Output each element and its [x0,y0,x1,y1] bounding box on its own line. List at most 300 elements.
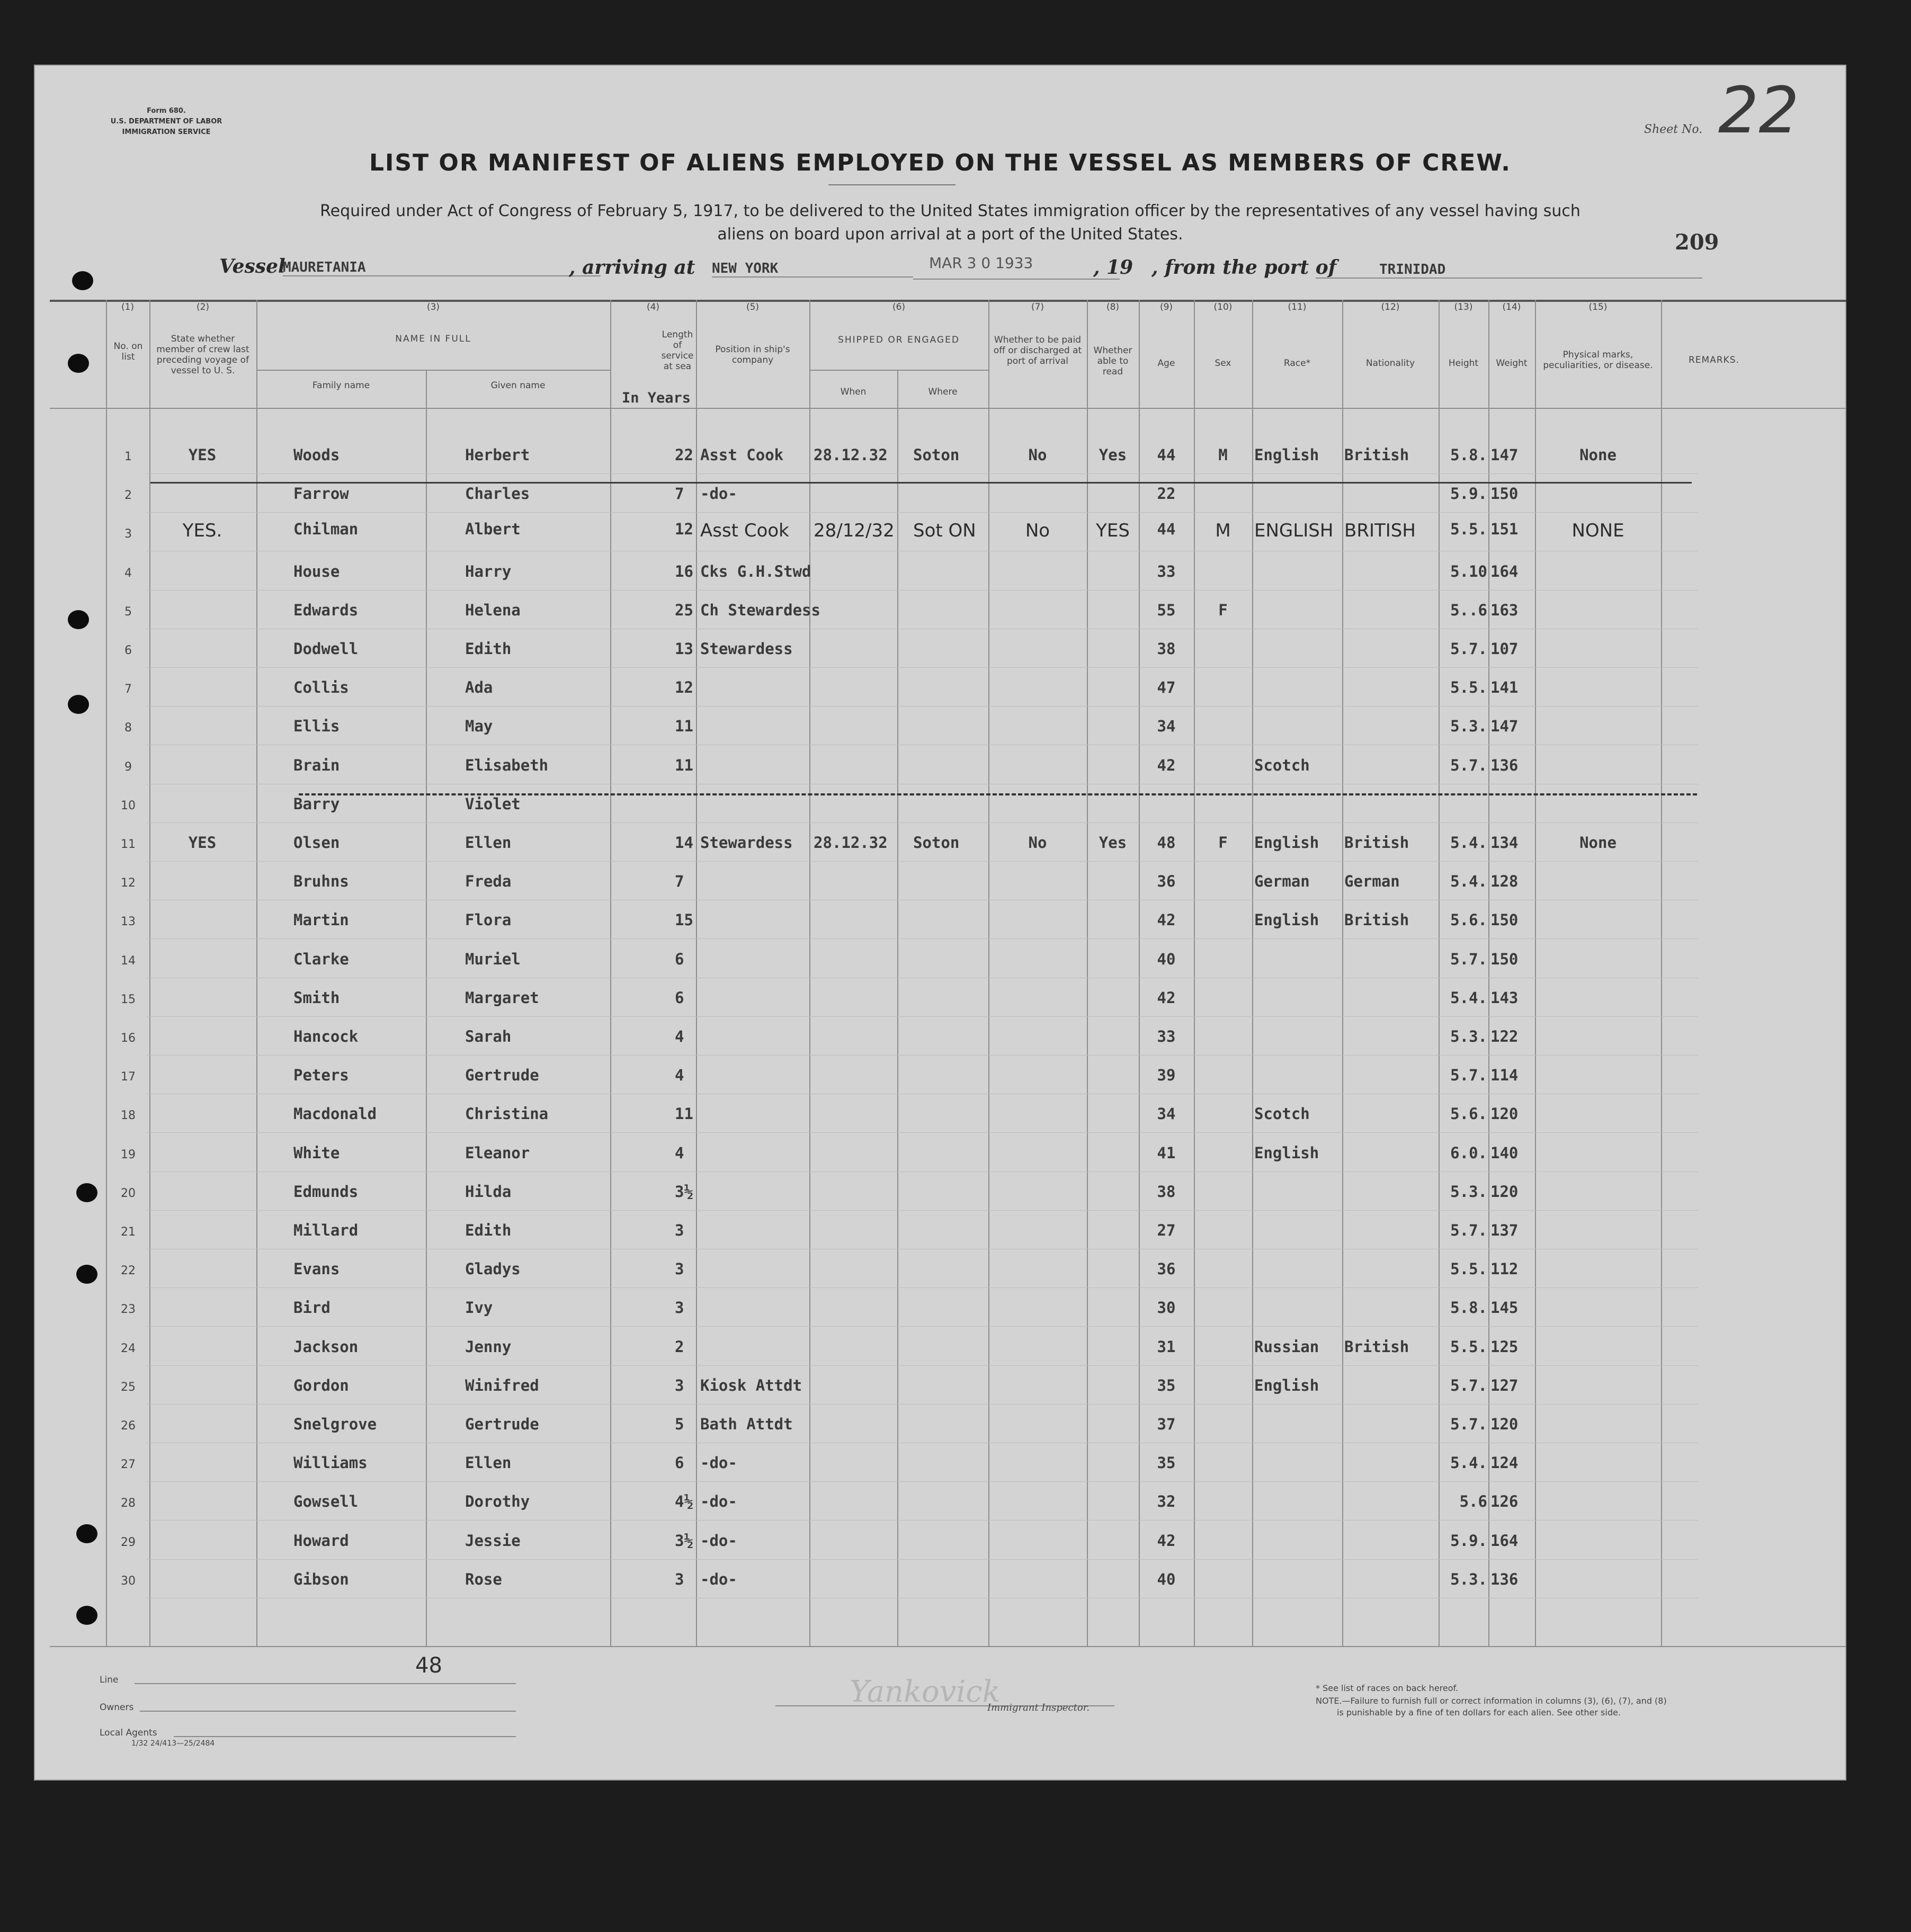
row-number: 25 [121,1380,136,1394]
column-header-name: NAME IN FULL [395,334,471,344]
cell-weight: 120 [1490,1415,1519,1433]
cell-position: Kiosk Attdt [700,1376,802,1394]
row-number: 10 [121,799,136,812]
column-header-position: Position in ship's company [715,344,790,365]
col-rule [1535,300,1536,1646]
col-rule [1488,300,1489,1646]
cell-given: Gertrude [465,1066,539,1085]
cell-service: 3 [675,1221,684,1239]
page-number: 209 [1675,230,1719,255]
column-header-height: Height [1448,358,1479,369]
cell-when: 28.12.32 [814,834,888,852]
cell-weight: 126 [1490,1492,1519,1511]
row-10-strikethrough [299,793,1697,795]
cell-weight: 136 [1490,1570,1519,1588]
cell-family: Chilman [293,520,359,539]
cell-sex: M [1215,520,1231,542]
row-2-strikethrough [150,482,1692,484]
page-title: LIST OR MANIFEST OF ALIENS EMPLOYED ON THE VESSEL AS MEMBERS OF CREW. [369,149,1511,176]
cell-given: Margaret [465,988,539,1007]
row-rule [146,861,1698,862]
cell-family: Edmunds [293,1182,359,1201]
row-rule [146,1287,1698,1288]
cell-weight: 141 [1490,678,1519,697]
column-number: (15) [1588,302,1608,312]
cell-paid: No [1025,520,1050,542]
column-number: (1) [121,302,135,312]
column-header-nationality: Nationality [1365,358,1415,369]
cell-given: Sarah [465,1027,512,1045]
subtitle [193,200,1708,246]
cell-position: -do- [700,1531,737,1550]
cell-height: 5.3. [1450,1182,1487,1201]
cell-age: 32 [1157,1492,1176,1511]
cell-family: Bird [293,1299,331,1317]
cell-marks: None [1579,446,1617,464]
cell-family: Collis [293,678,349,697]
print-code: 1/32 24/413—25/2484 [131,1739,215,1748]
cell-given: Albert [465,520,521,539]
cell-family: Farrow [293,485,349,503]
row-rule [146,512,1698,513]
cell-service: 13 [675,640,693,658]
cell-family: Snelgrove [293,1415,377,1433]
cell-age: 33 [1157,562,1176,580]
cell-nationality: BRITISH [1344,520,1416,542]
cell-weight: 112 [1490,1260,1519,1278]
cell-family: Barry [293,794,340,813]
cell-age: 34 [1157,717,1176,736]
cell-service: 3½ [675,1182,693,1201]
column-number: (9) [1159,302,1173,312]
column-header-family-name: Family name [312,380,370,391]
cell-where: Sot ON [913,520,976,542]
date-stamp: MAR 3 0 1933 [929,254,1033,272]
cell-age: 47 [1157,678,1176,697]
cell-weight: 151 [1490,520,1519,539]
local-agents-rule [174,1736,516,1737]
line-rule [135,1683,516,1684]
cell-service: 12 [675,520,693,539]
cell-service: 7 [675,485,684,503]
cell-service: 4 [675,1143,684,1162]
cell-height: 5.4. [1450,834,1487,852]
cell-nationality: German [1344,872,1400,891]
cell-service: 7 [675,872,684,891]
cell-given: Winifred [465,1376,539,1394]
cell-given: Edith [465,1221,512,1239]
cell-age: 44 [1157,520,1176,539]
cell-height: 6.0. [1450,1143,1487,1162]
row-rule [146,1016,1698,1017]
row-number: 6 [124,644,132,657]
column-header-when: When [840,387,867,397]
row-number: 9 [124,760,132,774]
cell-height: 5.6 [1459,1492,1487,1511]
cell-height: 5.5. [1450,1260,1487,1278]
column-header-sex: Sex [1215,358,1231,369]
subtitle-line: aliens on board upon arrival at a port of the United States. [717,225,1183,244]
in-years-label: In Years [622,390,691,406]
cell-position: Ch Stewardess [700,601,820,619]
cell-height: 5.7. [1450,640,1487,658]
cell-position: -do- [700,485,737,503]
row-number: 2 [124,489,132,503]
row-number: 19 [121,1148,136,1161]
cell-age: 27 [1157,1221,1176,1239]
races-note: * See list of races on back hereof. [1316,1683,1459,1693]
row-number: 23 [121,1303,136,1317]
col-rule [1661,300,1662,1646]
column-header-remarks: REMARKS. [1688,355,1739,365]
cell-service: 2 [675,1337,684,1356]
column-header-where: Where [928,387,958,397]
column-number: (10) [1213,302,1233,312]
column-number: (6) [892,302,906,312]
cell-service: 6 [675,988,684,1007]
column-number: (14) [1502,302,1521,312]
cell-age: 40 [1157,950,1176,968]
cell-family: Woods [293,446,340,464]
cell-height: 5.7. [1450,756,1487,774]
cell-weight: 134 [1490,834,1519,852]
column-header-given-name: Given name [490,380,546,391]
cell-height: 5.5. [1450,520,1487,539]
cell-given: Dorothy [465,1492,530,1511]
cell-age: 42 [1157,1531,1176,1550]
cell-age: 44 [1157,446,1176,464]
row-number: 30 [121,1574,136,1588]
row-rule [146,1481,1698,1482]
row-number: 8 [124,721,132,735]
cell-weight: 147 [1490,446,1519,464]
col-rule [988,300,989,1646]
cell-given: Freda [465,872,512,891]
penalty-note: NOTE.—Failure to furnish full or correct information in columns (3), (6), (7), and (8) [1316,1696,1667,1706]
punch-hole [76,1524,97,1543]
row-rule [146,1055,1698,1056]
cell-paid: No [1028,834,1047,852]
cell-position: Asst Cook [700,446,784,464]
cell-weight: 136 [1490,756,1519,774]
cell-race: English [1254,834,1319,852]
cell-race: English [1254,1376,1319,1394]
column-header-race: Race* [1283,358,1311,369]
date-line [913,279,1120,280]
cell-weight: 143 [1490,988,1519,1007]
punch-hole [68,695,89,714]
column-header-previous-voyage: State whether member of crew last preceding voyage of vessel to U. S. [156,334,249,376]
cell-service: 4 [675,1066,684,1085]
cell-age: 42 [1157,756,1176,774]
cell-family: Martin [293,911,349,929]
row-number: 1 [124,450,132,463]
cell-position: Asst Cook [700,520,789,542]
punch-hole [76,1183,97,1202]
cell-service: 3 [675,1376,684,1394]
cell-read: Yes [1099,446,1127,464]
cell-age: 40 [1157,1570,1176,1588]
cell-height: 5.3. [1450,1027,1487,1045]
row-number: 28 [121,1497,136,1510]
cell-service: 14 [675,834,693,852]
row-rule [146,1559,1698,1560]
cell-height: 5.9. [1450,1531,1487,1550]
row-number: 5 [124,605,132,619]
cell-age: 38 [1157,640,1176,658]
cell-height: 5.5. [1450,1337,1487,1356]
cell-height: 5.3. [1450,1570,1487,1588]
row-rule [146,1404,1698,1405]
cell-weight: 147 [1490,717,1519,736]
row-number: 29 [121,1535,136,1549]
subtitle-line: Required under Act of Congress of February 5, 1917, to be delivered to the United States immigration officer by the representatives of any vessel having such [320,202,1580,220]
cell-weight: 122 [1490,1027,1519,1045]
cell-service: 25 [675,601,693,619]
cell-family: Millard [293,1221,359,1239]
cell-height: 5.7. [1450,1415,1487,1433]
table-bottom-border [50,1646,1846,1647]
cell-position: Cks G.H.Stwd [700,562,811,580]
form-number: Form 680. [147,107,186,115]
row-number: 15 [121,992,136,1006]
column-number: (12) [1381,302,1400,312]
arriving-label: , arriving at [569,256,695,279]
row-number: 4 [124,566,132,580]
cell-height: 5..6 [1450,601,1487,619]
cell-given: Ivy [465,1299,493,1317]
cell-nationality: British [1344,911,1409,929]
cell-weight: 145 [1490,1299,1519,1317]
cell-age: 22 [1157,485,1176,503]
cell-race: English [1254,1143,1319,1162]
cell-service: 4 [675,1027,684,1045]
cell-when: 28/12/32 [814,520,895,542]
cell-family: Gibson [293,1570,349,1588]
col-rule [610,300,611,1646]
row-number: 24 [121,1341,136,1355]
vessel-label: Vessel [219,255,285,278]
cell-family: Clarke [293,950,349,968]
cell-service: 11 [675,717,693,736]
sheet-label: Sheet No. [1644,123,1703,136]
cell-marks: None [1579,834,1617,852]
column-number: (2) [196,302,210,312]
service: IMMIGRATION SERVICE [122,128,211,136]
line-value: 48 [415,1653,442,1678]
col-rule [149,300,150,1646]
cell-service: 3 [675,1260,684,1278]
cell-age: 36 [1157,1260,1176,1278]
cell-height: 5.9. [1450,485,1487,503]
column-header-paid-off: Whether to be paid off or discharged at port of arrival [993,335,1082,366]
column-number: (5) [746,302,760,312]
cell-age: 33 [1157,1027,1176,1045]
column-number: (13) [1454,302,1473,312]
inspector-signature: Yankovick [850,1675,1001,1709]
cell-race: Scotch [1254,1105,1310,1123]
cell-height: 5.4. [1450,1454,1487,1472]
title-rule [828,184,956,185]
header-bottom-border [50,408,1846,409]
cell-service: 5 [675,1415,684,1433]
cell-nationality: British [1344,834,1409,852]
cell-given: Elisabeth [465,756,549,774]
vessel-name: MAURETANIA [283,260,601,276]
year-label: , 19 [1093,256,1133,279]
cell-family: Peters [293,1066,349,1085]
cell-family: Hancock [293,1027,359,1045]
from-port-label: , from the port of [1151,256,1337,279]
cell-given: May [465,717,493,736]
cell-given: Ada [465,678,493,697]
cell-paid: No [1028,446,1047,464]
cell-read: YES [1096,520,1130,542]
form-identifier [103,106,230,138]
cell-weight: 128 [1490,872,1519,891]
cell-age: 42 [1157,911,1176,929]
col-rule [1194,300,1195,1646]
cell-age: 34 [1157,1105,1176,1123]
cell-where: Soton [913,834,960,852]
cell-weight: 150 [1490,485,1519,503]
column-number: (4) [646,302,660,312]
cell-weight: 125 [1490,1337,1519,1356]
punch-hole [68,610,89,629]
column-header-service: Length of service at sea [661,329,694,372]
punch-hole [72,271,93,290]
cell-service: 16 [675,562,693,580]
cell-age: 35 [1157,1376,1176,1394]
column-header-physical-marks: Physical marks, peculiarities, or disease. [1543,350,1653,371]
cell-service: 12 [675,678,693,697]
cell-family: House [293,562,340,580]
row-rule [146,1171,1698,1172]
cell-given: Gertrude [465,1415,539,1433]
cell-age: 42 [1157,988,1176,1007]
column-number: (3) [426,302,440,312]
cell-age: 35 [1157,1454,1176,1472]
cell-age: 48 [1157,834,1176,852]
cell-service: 6 [675,950,684,968]
cell-service: 3½ [675,1531,693,1550]
row-rule [146,590,1698,591]
cell-given: Ellen [465,1454,512,1472]
cell-sex: M [1218,446,1228,464]
cell-prev: YES. [182,520,222,542]
row-number: 21 [121,1226,136,1239]
cell-race: English [1254,446,1319,464]
cell-family: Gordon [293,1376,349,1394]
cell-height: 5.4. [1450,988,1487,1007]
punch-hole [76,1265,97,1284]
cell-weight: 137 [1490,1221,1519,1239]
cell-weight: 107 [1490,640,1519,658]
cell-height: 5.7. [1450,950,1487,968]
cell-service: 22 [675,446,693,464]
row-number: 20 [121,1186,136,1200]
cell-given: Ellen [465,834,512,852]
cell-given: Eleanor [465,1143,530,1162]
cell-weight: 120 [1490,1105,1519,1123]
cell-position: -do- [700,1570,737,1588]
inspector-label: Immigrant Inspector. [987,1702,1090,1713]
column-number: (11) [1288,302,1307,312]
cell-given: Violet [465,794,521,813]
cell-read: Yes [1099,834,1127,852]
cell-given: Christina [465,1105,549,1123]
punch-hole [76,1606,97,1625]
cell-sex: F [1218,601,1228,619]
cell-given: Helena [465,601,521,619]
cell-race: Scotch [1254,756,1310,774]
cell-given: Edith [465,640,512,658]
cell-service: 3 [675,1299,684,1317]
local-agents-label: Local Agents [100,1728,157,1738]
cell-service: 15 [675,911,693,929]
cell-weight: 150 [1490,950,1519,968]
row-rule [146,1365,1698,1366]
col-rule [897,371,898,1646]
cell-nationality: British [1344,446,1409,464]
cell-weight: 163 [1490,601,1519,619]
cell-weight: 124 [1490,1454,1519,1472]
cell-position: Bath Attdt [700,1415,793,1433]
row-number: 27 [121,1458,136,1472]
cell-where: Soton [913,446,960,464]
cell-height: 5.6. [1450,1105,1487,1123]
cell-height: 5.4. [1450,872,1487,891]
cell-height: 5.6. [1450,911,1487,929]
cell-race: ENGLISH [1254,520,1334,542]
cell-given: Charles [465,485,530,503]
cell-weight: 120 [1490,1182,1519,1201]
row-number: 26 [121,1419,136,1433]
cell-height: 5.5. [1450,678,1487,697]
cell-weight: 164 [1490,562,1519,580]
cell-service: 4½ [675,1492,693,1511]
cell-given: Rose [465,1570,502,1588]
name-subheader-rule [256,370,610,371]
row-number: 12 [121,876,136,890]
sheet-number: 22 [1718,74,1799,148]
cell-family: Gowsell [293,1492,359,1511]
cell-marks: NONE [1571,520,1624,542]
col-rule [1087,300,1088,1646]
row-rule [146,938,1698,939]
cell-age: 38 [1157,1182,1176,1201]
owners-label: Owners [100,1702,134,1713]
col-rule [256,300,257,1646]
cell-age: 36 [1157,872,1176,891]
cell-height: 5.7. [1450,1221,1487,1239]
col-rule [106,300,107,1646]
cell-prev: YES [188,446,217,464]
column-header-age: Age [1157,358,1175,369]
cell-age: 55 [1157,601,1176,619]
row-number: 11 [121,838,136,851]
manifest-sheet [34,65,1846,1781]
cell-age: 31 [1157,1337,1176,1356]
cell-height: 5.8. [1450,446,1487,464]
cell-nationality: British [1344,1337,1409,1356]
cell-prev: YES [188,834,217,852]
cell-position: -do- [700,1492,737,1511]
row-number: 13 [121,915,136,929]
cell-weight: 114 [1490,1066,1519,1085]
cell-family: Evans [293,1260,340,1278]
cell-height: 5.10 [1450,562,1487,580]
